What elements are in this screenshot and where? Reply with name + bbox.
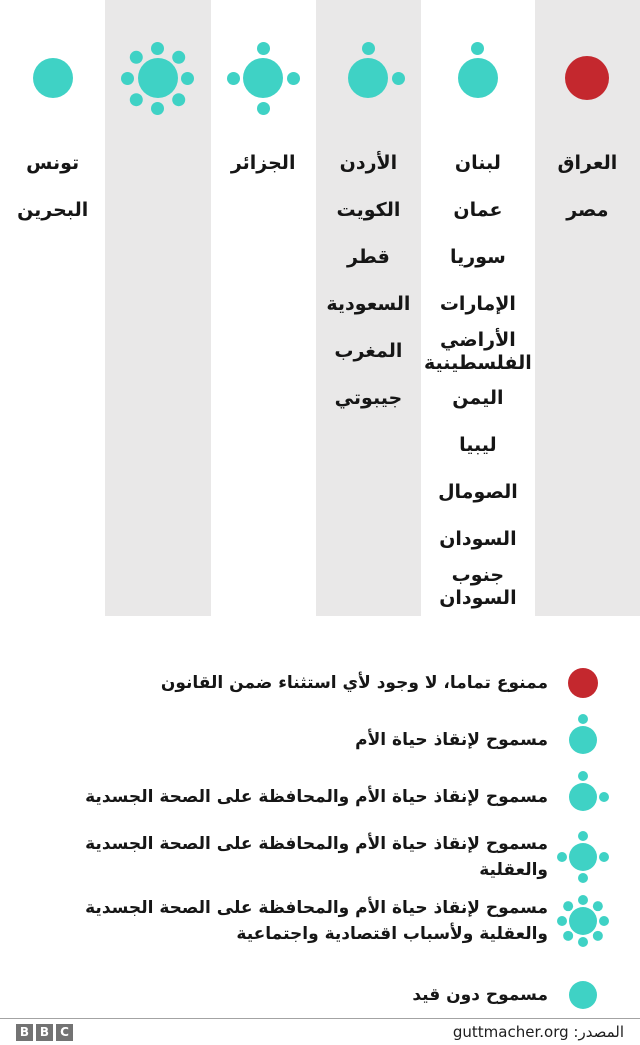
teal-circle-plain-icon — [560, 972, 606, 1018]
dot — [257, 102, 270, 115]
country-label: الأراضي الفلسطينية — [424, 329, 532, 374]
country-label: جنوب السودان — [439, 564, 517, 609]
source-value: guttmacher.org — [452, 1023, 569, 1042]
dot — [392, 72, 405, 85]
country-label: عمان — [453, 199, 503, 222]
dot — [130, 50, 143, 63]
bbc-logo-block: B — [36, 1024, 53, 1041]
dot — [578, 895, 588, 905]
teal-circle-8-dots-icon — [118, 38, 198, 118]
dot — [599, 916, 609, 926]
country-label: مصر — [566, 199, 609, 222]
legend-label: مسموح لإنقاذ حياة الأم والمحافظة على الصحة الجسدية والعقلية ولأسباب اقتصادية واجتماعية — [85, 897, 548, 945]
teal-circle-8-dots-icon — [560, 898, 606, 944]
dot — [121, 72, 134, 85]
circle-core — [569, 726, 597, 754]
legend-item-save-life — [28, 717, 606, 763]
dot — [578, 831, 588, 841]
legend — [0, 660, 640, 1018]
country-label: الإمارات — [439, 293, 516, 316]
legend-label: ممنوع تماما، لا وجود لأي استثناء ضمن القانون — [160, 672, 548, 693]
country-label: الكويت — [336, 199, 401, 222]
red-circle-icon — [547, 38, 627, 118]
dot — [151, 42, 164, 55]
teal-circle-2-dots-icon — [560, 774, 606, 820]
country-label: المغرب — [334, 340, 403, 363]
legend-label: مسموح لإنقاذ حياة الأم — [355, 729, 548, 750]
dot — [130, 93, 143, 106]
legend-item-socioeconomic — [28, 895, 606, 948]
dot — [593, 931, 603, 941]
circle-core — [458, 58, 498, 98]
circle-core — [569, 907, 597, 935]
legend-label: مسموح لإنقاذ حياة الأم والمحافظة على الصحة الجسدية والعقلية — [85, 834, 548, 881]
dot — [599, 792, 609, 802]
column-save-life — [421, 0, 535, 616]
circle-core — [569, 783, 597, 811]
dot — [557, 916, 567, 926]
teal-circle-4-dots-icon — [560, 834, 606, 880]
teal-circle-2-dots-icon — [328, 38, 408, 118]
country-label: لبنان — [454, 152, 501, 175]
circle-core — [568, 668, 598, 698]
dot — [227, 72, 240, 85]
bbc-logo-block: B — [16, 1024, 33, 1041]
teal-circle-1-dot-icon — [560, 717, 606, 763]
circle-core — [569, 981, 597, 1009]
circle-core — [138, 58, 178, 98]
column-no-restriction — [0, 0, 105, 616]
legend-item-no-restriction — [28, 972, 606, 1018]
country-label: البحرين — [17, 199, 89, 222]
legend-item-physical-health — [28, 774, 606, 820]
dot — [563, 931, 573, 941]
dot — [173, 93, 186, 106]
dot — [362, 42, 375, 55]
circle-core — [348, 58, 388, 98]
dot — [578, 937, 588, 947]
circle-core — [33, 58, 73, 98]
legend-item-banned — [28, 660, 606, 706]
dot — [578, 873, 588, 883]
bbc-logo-block: C — [56, 1024, 73, 1041]
dot — [578, 714, 588, 724]
column-banned — [535, 0, 640, 616]
country-label: السودان — [439, 528, 517, 551]
circle-core — [243, 58, 283, 98]
column-life-physical-mental-health — [211, 0, 316, 616]
circle-core — [569, 843, 597, 871]
country-label: قطر — [347, 246, 390, 269]
country-label: العراق — [557, 152, 618, 175]
dot — [151, 102, 164, 115]
footer — [0, 1018, 640, 1045]
legend-item-mental-health — [28, 831, 606, 884]
dot — [557, 852, 567, 862]
red-circle-icon — [560, 660, 606, 706]
legend-label: مسموح لإنقاذ حياة الأم والمحافظة على الصحة الجسدية — [85, 786, 548, 807]
dot — [563, 901, 573, 911]
dot — [578, 771, 588, 781]
teal-circle-1-dot-icon — [438, 38, 518, 118]
country-label: السعودية — [326, 293, 411, 316]
column-socioeconomic — [105, 0, 210, 616]
country-label: ليبيا — [459, 434, 497, 457]
source-label: المصدر: — [573, 1023, 624, 1042]
teal-circle-plain-icon — [13, 38, 93, 118]
dot — [181, 72, 194, 85]
bbc-logo — [16, 1024, 73, 1041]
country-label: اليمن — [452, 387, 504, 410]
dot — [173, 50, 186, 63]
country-label: الأردن — [339, 152, 398, 175]
dot — [471, 42, 484, 55]
dot — [287, 72, 300, 85]
country-label: الصومال — [438, 481, 518, 504]
country-label: الجزائر — [230, 152, 296, 175]
country-label: سوريا — [449, 246, 506, 269]
country-label: تونس — [26, 152, 80, 175]
dot — [593, 901, 603, 911]
teal-circle-4-dots-icon — [223, 38, 303, 118]
dot — [599, 852, 609, 862]
column-life-physical-health — [316, 0, 421, 616]
legend-label: مسموح دون قيد — [412, 985, 548, 1006]
source-credit — [453, 1023, 624, 1041]
dot — [257, 42, 270, 55]
country-label: جيبوتي — [334, 387, 403, 410]
circle-core — [565, 56, 609, 100]
